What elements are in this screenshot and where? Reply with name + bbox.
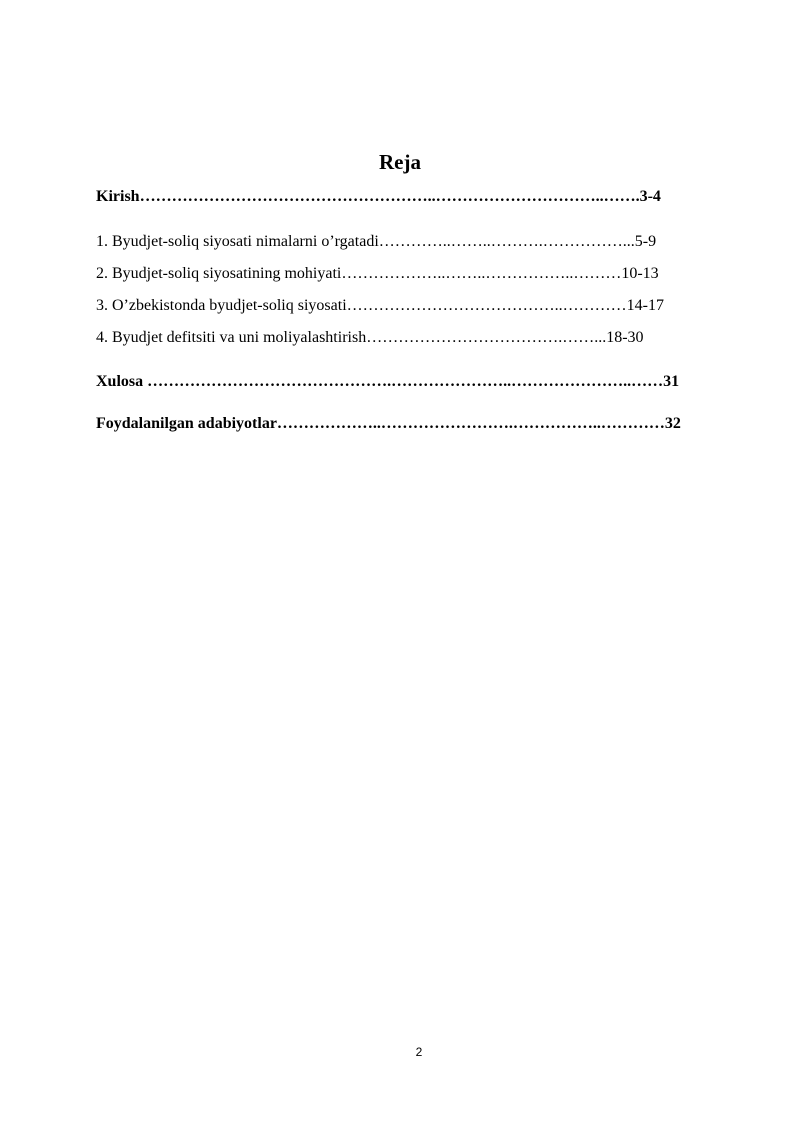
page-title: Reja bbox=[379, 150, 421, 174]
toc-entry-1: 1. Byudjet-soliq siyosati nimalarni o’rgatadi…………..……..……….……………...5-9 bbox=[96, 233, 657, 250]
toc-entry-adabiyotlar: Foydalanilgan adabiyotlar………………..…………………….……………..…………32 bbox=[96, 415, 681, 432]
toc-entry-kirish: Kirish………………………………………………..…………………………..…….3-4 bbox=[96, 188, 661, 205]
page-number: 2 bbox=[415, 1045, 423, 1059]
toc-entry-4: 4. Byudjet defitsiti va uni moliyalashtirish……………………………….……...18-30 bbox=[96, 329, 644, 346]
toc-entry-3: 3. O’zbekistonda byudjet-soliq siyosati…………………………………..…………14-17 bbox=[96, 297, 664, 314]
toc-entry-2: 2. Byudjet-soliq siyosatining mohiyati………………..……..……………..………10-13 bbox=[96, 265, 659, 282]
toc-entry-xulosa: Xulosa ……………………………………….…………………..…………………..……31 bbox=[96, 373, 680, 390]
